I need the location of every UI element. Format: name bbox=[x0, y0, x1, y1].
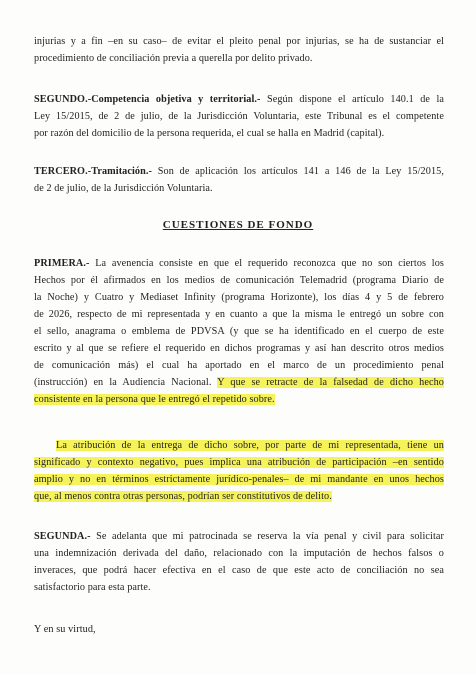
segunda-line: Se adelanta que mi patrocinada se reserva la vía penal y civil para solicitar bbox=[96, 531, 444, 542]
section-heading: CUESTIONES DE FONDO bbox=[162, 219, 314, 231]
primera-line: la Noche) y Cuatro y Mediaset Infinity (programa Horizonte), los días 4 y 5 de febrero bbox=[34, 292, 444, 303]
segundo-first-line bbox=[34, 91, 444, 108]
segunda-line: satisfactorio para esta parte. bbox=[34, 582, 151, 593]
highlight-line: amplio y no en términos estrictamente jurídico-penales– de mi mandante en unos hechos bbox=[34, 474, 444, 485]
primera-line-mixed bbox=[34, 374, 444, 391]
tercero-line: de 2 de julio, de la Jurisdicción Voluntaria. bbox=[34, 183, 213, 194]
primera-first-line bbox=[34, 255, 444, 272]
tercero-title: TERCERO.-Tramitación.- bbox=[34, 166, 153, 177]
highlighted-text: consistente en la persona que le entregó el repetido sobre. bbox=[34, 394, 275, 405]
highlight-line: La atribución de la entrega de dicho sobre, por parte de mi representada, tiene un bbox=[56, 440, 444, 451]
segundo-line: Ley 15/2015, de 2 de julio, de la Jurisdicción Voluntaria, este Tribunal es el competente bbox=[34, 111, 444, 122]
primera-line: La avenencia consiste en que el requerido reconozca que no son ciertos los bbox=[95, 258, 444, 269]
segundo-line: por razón del domicilio de la persona requerida, el cual se halla en Madrid (capital). bbox=[34, 128, 385, 139]
primera-line: de 2026, respecto de mi representada y en cuanto a que la misma le entregó un sobre con bbox=[34, 309, 444, 320]
primera-line: el sello, anagrama o emblema de PDVSA (y que se ha identificado en el cuerpo de este bbox=[34, 326, 444, 337]
closing-line: Y en su virtud, bbox=[34, 624, 96, 635]
segundo-paragraph bbox=[34, 91, 444, 142]
primera-line: (instrucción) en la Audiencia Nacional. bbox=[34, 377, 212, 388]
segundo-title: SEGUNDO.-Competencia objetiva y territorial.- bbox=[34, 94, 261, 105]
segunda-line: una indemnización derivada del daño, relacionado con la imputación de hechos falsos o bbox=[34, 548, 444, 559]
intro-line: injurias y a fin –en su caso– de evitar el pleito penal por injurias, se ha de sustanciar el bbox=[34, 36, 444, 47]
primera-line: Hechos por él afirmados en los medios de comunicación Telemadrid (programa Diario de bbox=[34, 275, 444, 286]
primera-line: de comunicación más) el cual ha aportado en el marco de un procedimiento penal bbox=[34, 360, 444, 371]
intro-paragraph bbox=[34, 33, 444, 67]
tercero-paragraph bbox=[34, 163, 444, 197]
primera-title: PRIMERA.- bbox=[34, 258, 90, 269]
intro-line: procedimiento de conciliación previa a querella por delito privado. bbox=[34, 53, 313, 64]
segunda-line: inveraces, que podrá hacer efectiva en el caso de que este acto de conciliación no sea bbox=[34, 565, 444, 576]
segunda-paragraph bbox=[34, 528, 444, 596]
highlight-line: que, al menos contra otras personas, podrían ser constitutivos de delito. bbox=[34, 491, 332, 502]
primera-paragraph bbox=[34, 255, 444, 408]
highlighted-text: Y que se retracte de la falsedad de dicho hecho bbox=[217, 377, 444, 388]
highlight-paragraph bbox=[34, 437, 444, 505]
closing-paragraph bbox=[34, 621, 444, 638]
segunda-first-line bbox=[34, 528, 444, 545]
highlight-line: significado y contexto negativo, pues implica una atribución de participación –en sentido bbox=[34, 457, 444, 468]
segunda-title: SEGUNDA.- bbox=[34, 531, 91, 542]
tercero-line: Son de aplicación los artículos 141 a 146 de la Ley 15/2015, bbox=[157, 166, 444, 177]
primera-line: escrito y al que se refiere el requerido en dichos programas y así han descrito otros medios bbox=[34, 343, 444, 354]
primera-highlight-line bbox=[34, 391, 444, 408]
tercero-first-line bbox=[34, 163, 444, 180]
segundo-line: Según dispone el artículo 140.1 de la bbox=[266, 94, 444, 105]
